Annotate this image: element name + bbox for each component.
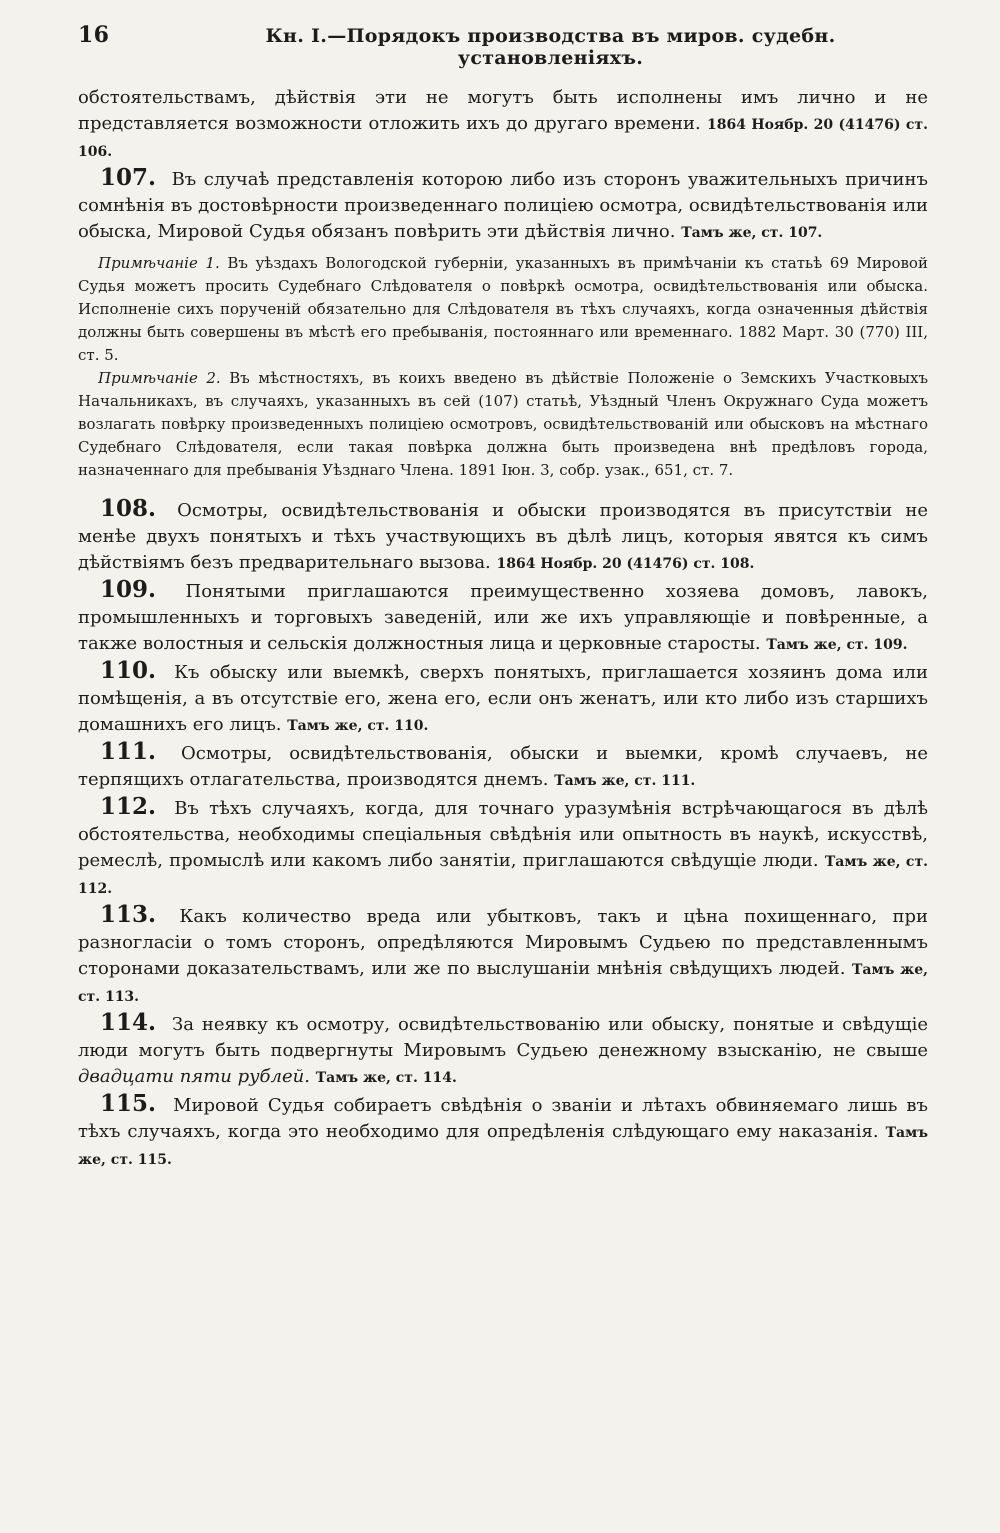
article-106-continuation xyxy=(78,85,928,165)
article-number: 111. xyxy=(100,738,157,765)
article-text: За неявку къ осмотру, освидѣтельствованію или обыску, понятые и свѣдущіе люди могутъ быть подвергнуты Мировымъ Судьею денежному взысканію, не свыше xyxy=(78,1014,928,1061)
article-reference: 1864 Ноябр. 20 (41476) ст. 106. xyxy=(78,117,928,160)
article-text: Какъ количество вреда или убытковъ, такъ и цѣна похищеннаго, при разногласіи о томъ сторонъ, опредѣляются Мировымъ Судьею по представленнымъ сторонами доказательствамъ, или же по выслушаніи мнѣнія свѣдущихъ людей. xyxy=(78,906,928,979)
article-reference: 1864 Ноябр. 20 (41476) ст. 108. xyxy=(496,556,755,572)
article-reference: Тамъ же, ст. 109. xyxy=(766,637,908,653)
running-title: Кн. I.—Порядокъ производства въ миров. судебн. установленіяхъ. xyxy=(265,25,836,69)
article-number: 115. xyxy=(100,1090,157,1117)
article-number: 112. xyxy=(100,793,157,820)
note-label: Примѣчаніе 2. xyxy=(98,369,221,387)
article-reference: Тамъ же, ст. 110. xyxy=(287,718,429,734)
article-110 xyxy=(78,658,928,739)
article-115 xyxy=(78,1091,928,1173)
article-reference: Тамъ же, ст. 107. xyxy=(681,225,823,241)
article-text-italic: двадцати пяти рублей. xyxy=(78,1066,310,1087)
article-text: Понятыми приглашаются преимущественно хозяева домовъ, лавокъ, промышленныхъ и торговыхъ заведеній, или же ихъ управляющіе и повѣренные, а также волостныя и сельскія должностныя лица и церковные старосты. xyxy=(78,581,928,654)
article-number: 110. xyxy=(100,657,157,684)
article-111 xyxy=(78,739,928,794)
article-number: 107. xyxy=(100,164,157,191)
article-114 xyxy=(78,1010,928,1091)
page-number: 16 xyxy=(78,22,110,48)
article-113 xyxy=(78,902,928,1010)
article-text: Къ обыску или выемкѣ, сверхъ понятыхъ, приглашается хозяинъ дома или помѣщенія, а въ отсутствіе его, жена его, если онъ женатъ, или кто либо изъ старшихъ домашнихъ его лицъ. xyxy=(78,662,928,735)
article-number: 113. xyxy=(100,901,157,928)
article-number: 109. xyxy=(100,576,157,603)
article-reference: Тамъ же, ст. 114. xyxy=(315,1070,457,1086)
article-109 xyxy=(78,577,928,658)
article-reference: Тамъ же, ст. 112. xyxy=(78,854,928,897)
article-number: 114. xyxy=(100,1009,157,1036)
article-reference: Тамъ же, ст. 111. xyxy=(554,773,696,789)
article-text: обстоятельствамъ, дѣйствія эти не могутъ быть исполнены имъ лично и не представляется возможности отложить ихъ до другаго времени. xyxy=(78,87,928,134)
article-text: Въ тѣхъ случаяхъ, когда, для точнаго уразумѣнія встрѣчающагося въ дѣлѣ обстоятельства, необходимы спеціальныя свѣдѣнія или опытность въ наукѣ, искусствѣ, ремеслѣ, промыслѣ или какомъ либо занятіи, приглашаются свѣдущіе люди. xyxy=(78,798,928,871)
article-text: Осмотры, освидѣтельствованія и обыски производятся въ присутствіи не менѣе двухъ понятыхъ и тѣхъ участвующихъ въ дѣлѣ лицъ, которыя явятся къ симъ дѣйствіямъ безъ предварительнаго вызова. xyxy=(78,500,928,573)
article-text: Въ случаѣ представленія которою либо изъ сторонъ уважительныхъ причинъ сомнѣнія въ достовѣрности произведеннаго полиціею осмотра, освидѣтельствованія или обыска, Мировой Судья обязанъ повѣрить эти дѣйствія лично. xyxy=(78,169,928,242)
article-108 xyxy=(78,496,928,577)
note-text: Въ уѣздахъ Вологодской губерніи, указанныхъ въ примѣчаніи къ статьѣ 69 Мировой Судья можетъ просить Судебнаго Слѣдователя о повѣркѣ осмотра, освидѣтельствованія или обыска. Исполненіе сихъ порученій обязательно для Слѣдователя въ тѣхъ случаяхъ, когда означенныя дѣйствія должны быть совершены въ мѣстѣ его пребыванія, постояннаго или временнаго. 1882 Март. 30 (770) III, ст. 5. xyxy=(78,254,928,364)
note-1 xyxy=(78,252,928,367)
article-text: Мировой Судья собираетъ свѣдѣнія о званіи и лѣтахъ обвиняемаго лишь въ тѣхъ случаяхъ, когда это необходимо для опредѣленія слѣдующаго ему наказанія. xyxy=(78,1095,928,1142)
article-107 xyxy=(78,165,928,246)
article-number: 108. xyxy=(100,495,157,522)
page-body xyxy=(78,85,928,1173)
note-2 xyxy=(78,367,928,482)
article-text: Осмотры, освидѣтельствованія, обыски и выемки, кромѣ случаевъ, не терпящихъ отлагательства, производятся днемъ. xyxy=(78,743,928,790)
page-header xyxy=(78,22,928,69)
article-reference: Тамъ же, ст. 115. xyxy=(78,1125,928,1168)
article-reference: Тамъ же, ст. 113. xyxy=(78,962,929,1005)
note-label: Примѣчаніе 1. xyxy=(98,254,220,272)
note-text: Въ мѣстностяхъ, въ коихъ введено въ дѣйствіе Положеніе о Земскихъ Участковыхъ Начальникахъ, въ случаяхъ, указанныхъ въ сей (107) статьѣ, Уѣздный Членъ Окружнаго Суда можетъ возлагать повѣрку произведенныхъ полиціею осмотровъ, освидѣтельствованій или обысковъ на мѣстнаго Судебнаго Слѣдователя, если такая повѣрка должна быть произведена внѣ предѣловъ города, назначеннаго для пребыванія Уѣзднаго Члена. 1891 Іюн. 3, собр. узак., 651, ст. 7. xyxy=(78,369,928,479)
article-112 xyxy=(78,794,928,902)
